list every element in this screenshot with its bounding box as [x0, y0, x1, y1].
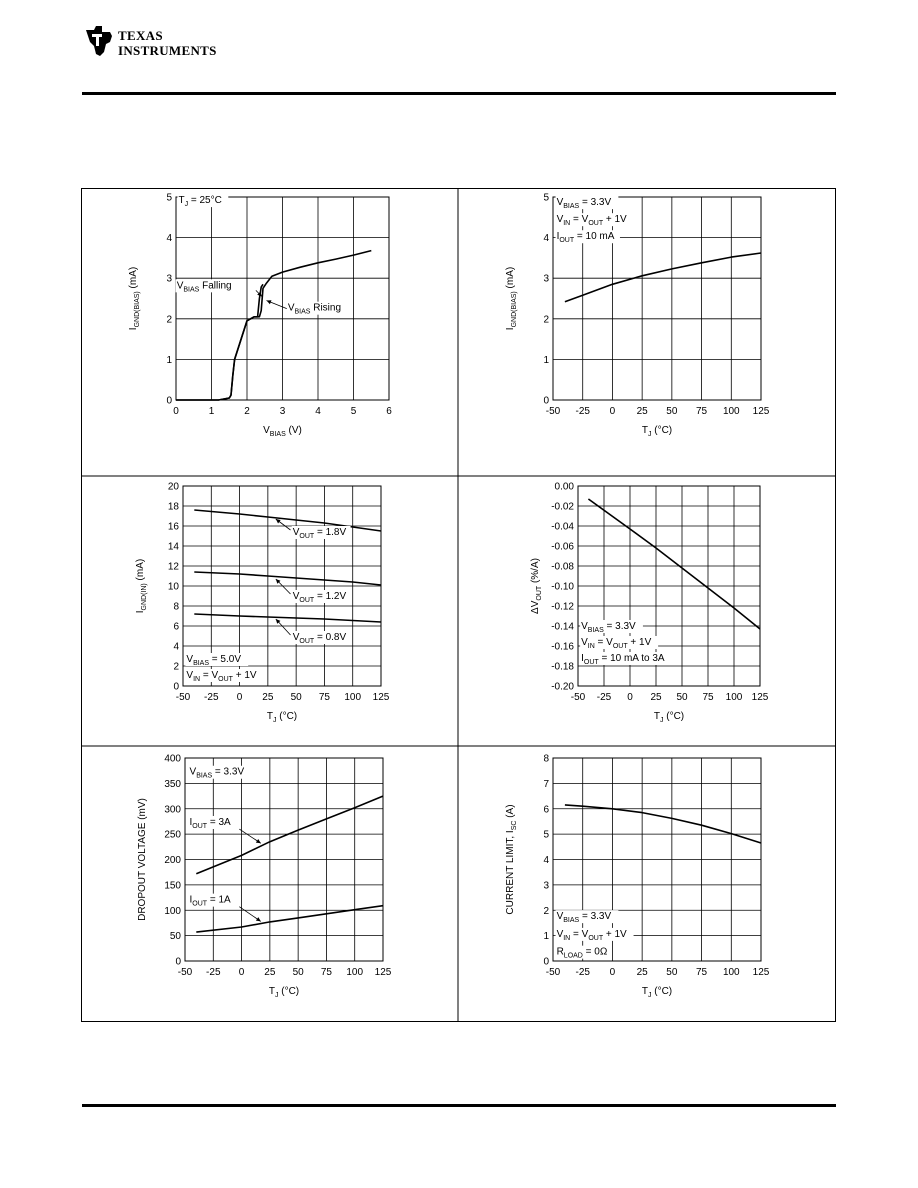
- y-tick-label: 8: [173, 601, 179, 613]
- y-tick-label: 300: [164, 804, 181, 816]
- y-tick-label: 6: [543, 804, 549, 816]
- x-axis-label: $T_J$ (°C): [641, 986, 673, 999]
- x-tick-label: 125: [752, 406, 770, 417]
- y-tick-label: -0.18: [551, 661, 574, 673]
- y-tick-label: 16: [167, 521, 179, 533]
- x-tick-label: 2: [244, 406, 250, 417]
- x-tick-label: 50: [666, 967, 678, 978]
- y-tick-label: 4: [166, 233, 172, 245]
- annotation-label: $I_{OUT} = 1A$: [189, 894, 231, 908]
- x-tick-label: 100: [722, 967, 740, 978]
- annotation-label: $V_{BIAS}$ Falling: [176, 280, 232, 294]
- annotation-label: $I_{OUT} = 10$ mA to 3A: [581, 653, 665, 666]
- y-tick-label: 10: [167, 581, 179, 593]
- annotation-label: $V_{OUT} = 1.8V$: [292, 527, 347, 540]
- series-line-0: [176, 284, 263, 400]
- chart-ignd-vs-vbias: [128, 193, 392, 439]
- annotation-label: $V_{OUT} = 0.8V$: [292, 632, 347, 645]
- chart-dvout-vs-tj: [530, 482, 769, 725]
- y-tick-label: 4: [543, 233, 549, 245]
- annotation-arrowhead: [256, 917, 261, 921]
- x-tick-label: 50: [290, 692, 302, 703]
- y-axis-label: DROPOUT VOLTAGE (mV): [137, 798, 148, 921]
- annotation-label: $V_{BIAS} = 3.3V$: [556, 197, 612, 211]
- x-tick-label: -50: [177, 967, 193, 978]
- y-tick-label: 3: [543, 273, 549, 285]
- x-tick-label: 25: [264, 967, 276, 978]
- annotation-label: $V_{IN} = V_{OUT} + 1V$: [556, 928, 627, 942]
- annotation-label: $V_{IN} = V_{OUT} + 1V$: [581, 637, 652, 650]
- x-tick-label: -50: [545, 406, 561, 417]
- chart-ignd-vs-tj: [505, 193, 770, 439]
- brand-line-2: INSTRUMENTS: [118, 43, 217, 58]
- x-tick-label: 25: [262, 692, 274, 703]
- x-tick-label: 50: [666, 406, 678, 417]
- x-tick-label: -50: [545, 967, 561, 978]
- y-tick-label: 1: [543, 354, 549, 366]
- y-tick-label: -0.02: [551, 501, 574, 513]
- annotation-label: $I_{OUT} = 10$ mA: [556, 231, 615, 245]
- x-tick-label: 75: [696, 967, 708, 978]
- y-tick-label: 350: [164, 778, 181, 790]
- x-tick-label: -25: [596, 692, 612, 703]
- y-tick-label: 7: [543, 778, 549, 790]
- y-tick-label: 2: [543, 314, 549, 326]
- brand-line-1: TEXAS: [118, 28, 163, 43]
- y-tick-label: 0: [543, 956, 549, 968]
- x-tick-label: 25: [636, 967, 648, 978]
- y-tick-label: 14: [167, 541, 179, 553]
- chart-ignd-in-vs-tj: [135, 482, 390, 725]
- brand-name: [118, 28, 217, 58]
- y-tick-label: -0.04: [551, 521, 574, 533]
- x-tick-label: 75: [696, 406, 708, 417]
- x-tick-label: 75: [318, 692, 330, 703]
- annotation-label: $V_{OUT} = 1.2V$: [292, 591, 347, 604]
- y-tick-label: 5: [166, 192, 172, 204]
- y-tick-label: 5: [543, 829, 549, 841]
- y-tick-label: 150: [164, 880, 181, 892]
- y-tick-label: 0: [543, 395, 549, 407]
- y-tick-label: 1: [543, 931, 549, 943]
- x-tick-label: 0: [238, 967, 245, 978]
- x-tick-label: 6: [386, 406, 392, 417]
- y-tick-label: 0: [166, 395, 172, 407]
- x-tick-label: 125: [751, 692, 769, 703]
- x-tick-label: 100: [725, 692, 743, 703]
- x-tick-label: 100: [344, 692, 362, 703]
- annotation-label: $V_{BIAS} = 5.0V$: [186, 654, 241, 667]
- x-tick-label: 125: [374, 967, 392, 978]
- annotation-label: $I_{OUT} = 3A$: [189, 816, 231, 830]
- y-axis-label: $I_{GND(BIAS)}$ (mA): [505, 266, 518, 331]
- y-tick-label: 6: [173, 621, 179, 633]
- annotation-label: $V_{BIAS} = 3.3V$: [556, 911, 612, 925]
- y-axis-label: CURRENT LIMIT, $I_{SC}$ (A): [505, 804, 518, 915]
- y-tick-label: 50: [169, 931, 181, 943]
- y-tick-label: 400: [164, 753, 181, 765]
- y-tick-label: 1: [166, 354, 172, 366]
- x-tick-label: 75: [320, 967, 332, 978]
- annotation-label: $V_{BIAS} = 3.3V$: [189, 766, 245, 780]
- x-tick-label: 25: [636, 406, 648, 417]
- y-axis-label: $I_{GND(BIAS)}$ (mA): [128, 266, 141, 331]
- annotation-label: $V_{BIAS} = 3.3V$: [581, 621, 636, 634]
- x-tick-label: 50: [292, 967, 304, 978]
- x-tick-label: 100: [722, 406, 740, 417]
- y-tick-label: 200: [164, 855, 181, 866]
- x-tick-label: 1: [208, 406, 215, 417]
- x-tick-label: 50: [676, 692, 688, 703]
- plot-frame: [553, 197, 761, 400]
- y-tick-label: 20: [167, 481, 179, 493]
- x-tick-label: 0: [236, 692, 243, 703]
- y-tick-label: 2: [543, 905, 549, 917]
- y-tick-label: 2: [166, 314, 172, 326]
- x-tick-label: 75: [702, 692, 714, 703]
- x-tick-label: 125: [752, 967, 770, 978]
- x-axis-label: $T_J$ (°C): [268, 986, 300, 999]
- x-axis-label: $T_J$ (°C): [641, 425, 673, 438]
- y-tick-label: -0.16: [551, 641, 574, 653]
- chart-current-limit-vs-tj: [505, 754, 770, 1000]
- y-tick-label: 4: [173, 641, 179, 653]
- x-axis-label: $V_{BIAS}$ (V): [263, 425, 302, 438]
- x-tick-label: 0: [609, 406, 616, 417]
- y-tick-label: 5: [543, 192, 549, 204]
- y-tick-label: 0: [173, 681, 179, 693]
- x-tick-label: 125: [372, 692, 390, 703]
- x-tick-label: -25: [206, 967, 221, 978]
- annotation-arrowhead: [276, 519, 281, 523]
- y-tick-label: -0.12: [551, 601, 574, 613]
- x-tick-label: 0: [627, 692, 633, 703]
- header-rule: [82, 92, 836, 95]
- x-axis-label: $T_J$ (°C): [266, 711, 298, 724]
- x-tick-label: 100: [346, 967, 364, 978]
- x-tick-label: -50: [175, 692, 191, 703]
- y-tick-label: -0.06: [551, 541, 574, 553]
- annotation-arrowhead: [256, 839, 261, 843]
- x-tick-label: 4: [315, 406, 321, 417]
- y-tick-label: 4: [543, 855, 549, 866]
- annotation-label: $V_{IN} = V_{OUT} + 1V$: [556, 214, 627, 228]
- y-axis-label: $\Delta V_{OUT}$ (%/A): [530, 558, 543, 614]
- y-axis-label: $I_{GND(IN)}$ (mA): [135, 558, 148, 614]
- x-tick-label: 25: [650, 692, 662, 703]
- x-tick-label: 0: [609, 967, 616, 978]
- y-tick-label: 18: [167, 501, 179, 513]
- y-tick-label: 8: [543, 753, 549, 765]
- x-axis-label: $T_J$ (°C): [653, 711, 685, 724]
- y-tick-label: -0.20: [551, 681, 574, 693]
- y-tick-label: -0.14: [551, 621, 574, 633]
- x-tick-label: 5: [350, 406, 357, 417]
- x-tick-label: -25: [575, 406, 590, 417]
- footer-rule: [82, 1104, 836, 1107]
- y-tick-label: 3: [543, 880, 549, 892]
- annotation-label: $R_{LOAD} = 0\Omega$: [556, 946, 608, 960]
- y-tick-label: 3: [166, 273, 172, 285]
- x-tick-label: 3: [279, 406, 286, 417]
- chart-grid: [81, 188, 836, 1022]
- x-tick-label: -25: [575, 967, 590, 978]
- y-tick-label: -0.10: [551, 581, 574, 593]
- y-tick-label: 2: [173, 661, 179, 673]
- chart-dropout-vs-tj: [137, 754, 392, 1000]
- y-tick-label: 250: [164, 829, 181, 841]
- annotation-label: $V_{IN} = V_{OUT} + 1V$: [186, 670, 257, 683]
- y-tick-label: 12: [167, 561, 179, 573]
- x-tick-label: -25: [204, 692, 219, 703]
- annotation-label: $V_{BIAS}$ Rising: [287, 302, 342, 316]
- annotation-label: $T_J = 25^\circ C$: [178, 195, 222, 209]
- x-tick-label: -50: [570, 692, 586, 703]
- x-tick-label: 0: [173, 406, 179, 417]
- y-tick-label: 0: [175, 956, 181, 968]
- y-tick-label: 100: [164, 905, 181, 917]
- y-tick-label: -0.08: [551, 561, 574, 573]
- series-line-1: [176, 251, 371, 400]
- y-tick-label: 0.00: [554, 481, 574, 493]
